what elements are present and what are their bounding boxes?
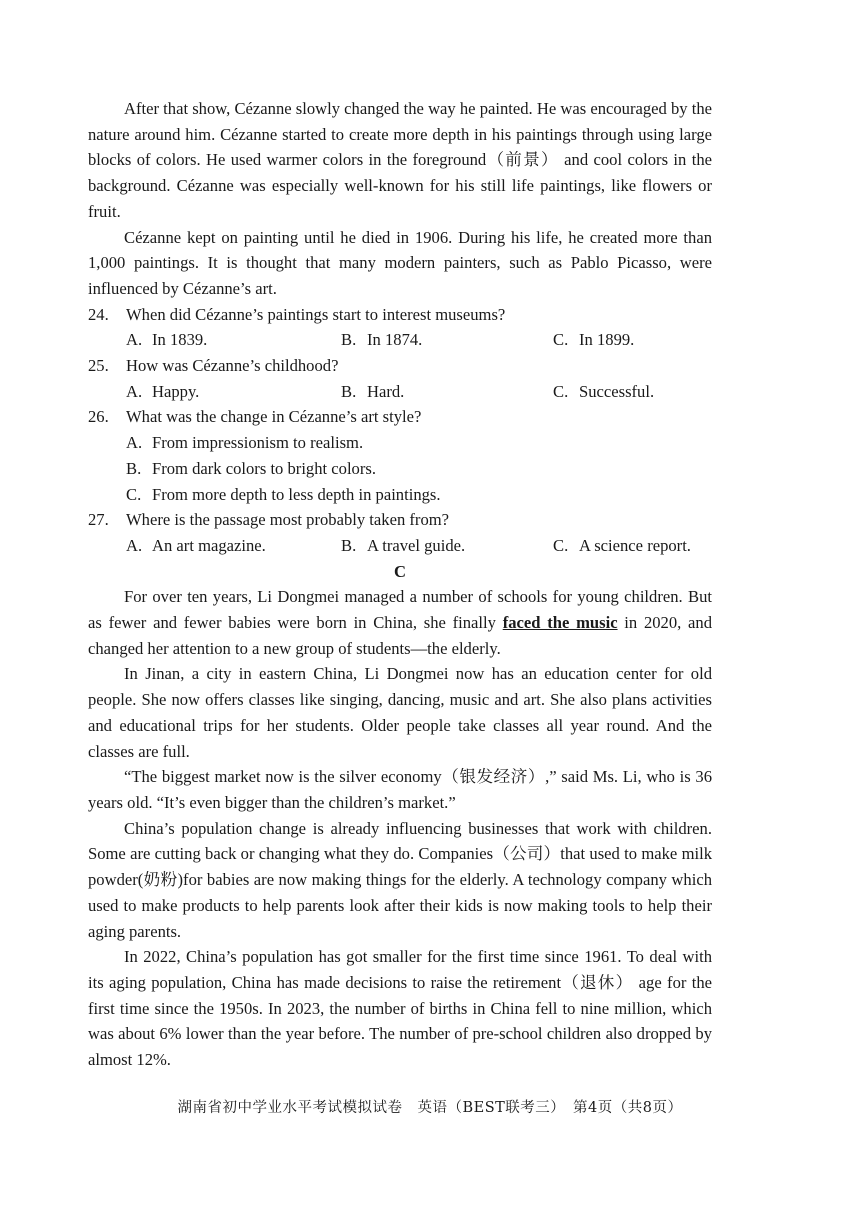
question-25-options (88, 379, 712, 405)
option-a: A. In 1839. (126, 330, 208, 350)
passage-paragraph: Cézanne kept on painting until he died in 1906. During his life, he created more than 1,000 paintings. It is thought that many modern painters, such as Pablo Picasso, were influenced by Cézanne’s art. (88, 227, 712, 298)
question-24-options (88, 327, 712, 353)
exam-page (88, 96, 712, 1073)
option-c: C. In 1899. (553, 330, 635, 350)
passage-paragraph: For over ten years, Li Dongmei managed a number of schools for young children. But as fewer and fewer babies were born in China, she finally faced the music in 2020, and changed her attention to a new group of students—the elderly. (88, 587, 712, 658)
passage-paragraph: After that show, Cézanne slowly changed the way he painted. He was encouraged by the nature around him. Cézanne started to create more depth in his paintings through using large blocks of colors. He used warmer colors in the foreground（前景） and cool colors in the background. Cézanne was especially well-known for his still life paintings, like flowers or fruit. (88, 99, 712, 221)
question-27-options (88, 533, 712, 559)
question-27: 27. Where is the passage most probably taken from? (88, 510, 450, 530)
option-b: B. A travel guide. (341, 535, 466, 555)
passage-paragraph: China’s population change is already influencing businesses that work with children. Some are cutting back or changing what they do. Companies（公司）that used to make milk powder(奶粉)for babies are now making things for the elderly. A technology company which used to make products to help parents look after their kids is now making tools to help their aging parents. (88, 818, 712, 941)
passage-paragraph: In Jinan, a city in eastern China, Li Dongmei now has an education center for old people. She now offers classes like singing, dancing, music and art. She also plans activities and educational trips for her students. Older people take classes all year round. And the classes are full. (88, 664, 712, 761)
question-25: 25. How was Cézanne’s childhood? (88, 356, 339, 376)
passage-paragraph: “The biggest market now is the silver economy（银发经济）,” said Ms. Li, who is 36 years old. “It’s even bigger than the children’s market.” (88, 767, 712, 812)
option-a: A. An art magazine. (126, 535, 266, 555)
option-c: C. Successful. (553, 381, 655, 401)
option-a: A. From impressionism to realism. (126, 433, 364, 453)
question-24: 24. When did Cézanne’s paintings start to interest museums? (88, 304, 506, 324)
option-c: C. A science report. (553, 535, 691, 555)
option-a: A. Happy. (126, 381, 200, 401)
option-c: C. From more depth to less depth in paintings. (126, 484, 441, 504)
section-heading: C (394, 561, 406, 581)
underlined-phrase: faced the music (502, 613, 618, 633)
option-b: B. In 1874. (341, 330, 423, 350)
question-26: 26. What was the change in Cézanne’s art style? (88, 407, 422, 427)
page-footer: 湖南省初中学业水平考试模拟试卷 英语（BEST联考三） 第4页（共8页） (177, 1100, 683, 1116)
option-b: B. Hard. (341, 381, 405, 401)
passage-paragraph: In 2022, China’s population has got smaller for the first time since 1961. To deal with its aging population, China has made decisions to raise the retirement（退休） age for the first time since the 1950s. In 2023, the number of births in China fell to nine million, which was about 6% lower than the year before. The number of pre-school children also dropped by almost 12%. (88, 947, 712, 1070)
option-b: B. From dark colors to bright colors. (126, 458, 376, 478)
